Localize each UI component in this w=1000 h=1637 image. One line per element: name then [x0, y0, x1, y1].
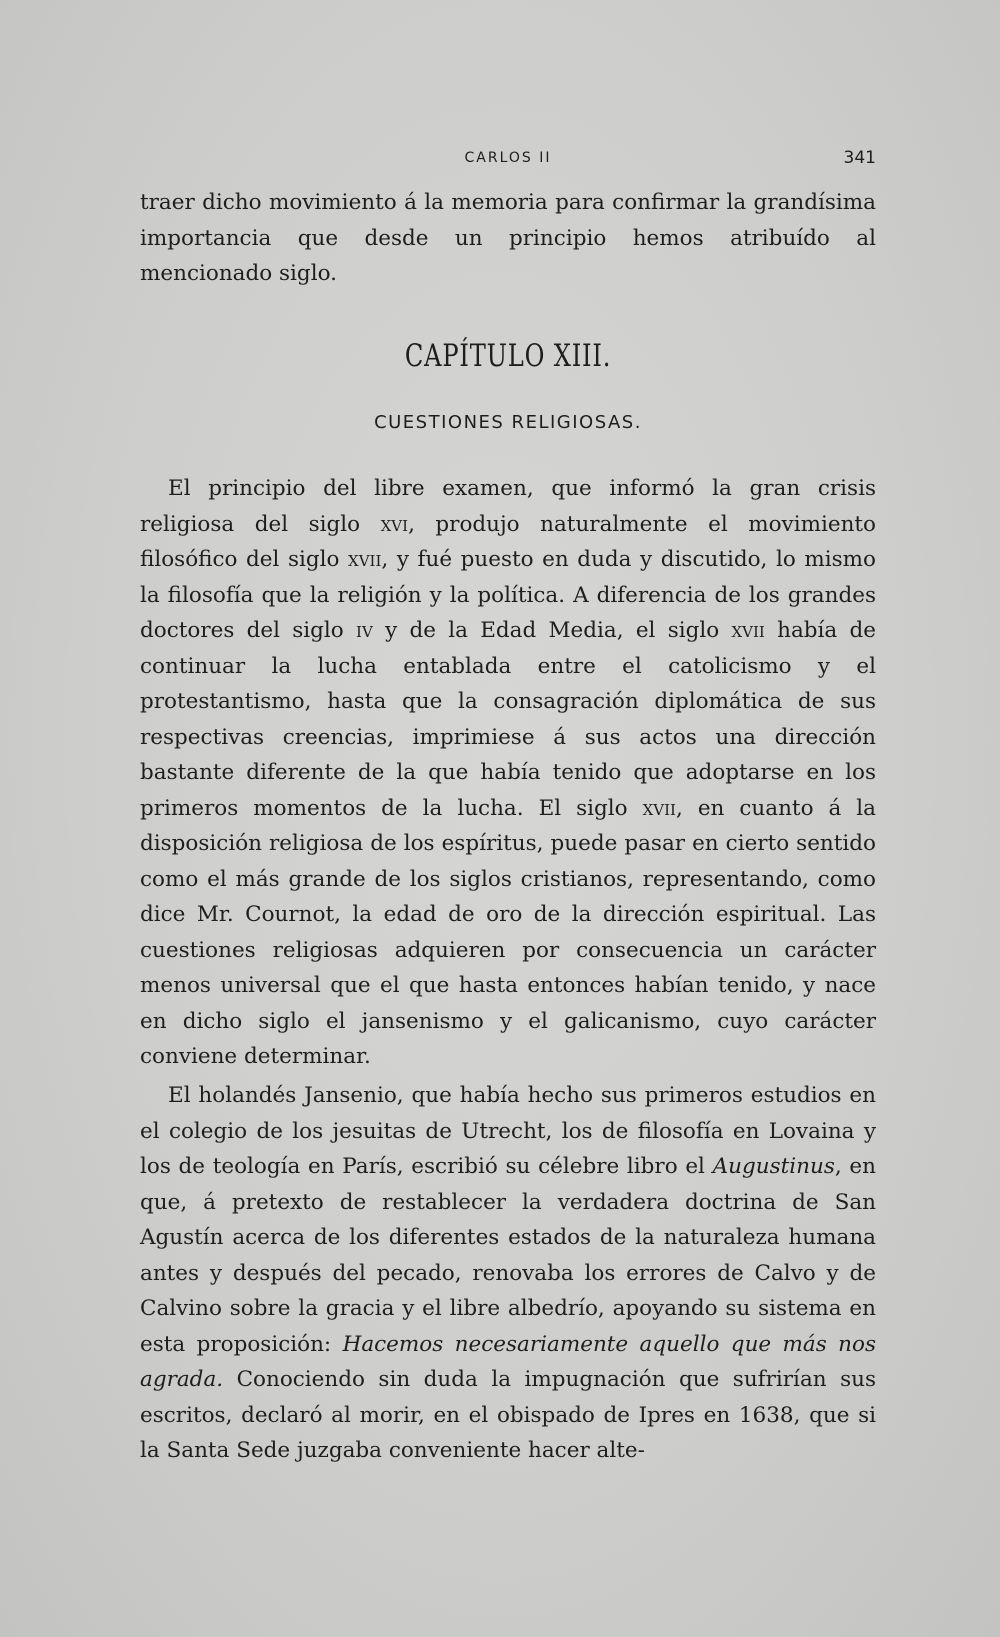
- page-number: 341: [843, 148, 876, 168]
- p2-seg-1: El holandés Jansenio, que había hecho sus primeros estudios en el colegio de los jesuitas de Utrecht, los de filosofía en Lovaina y los de teología en París, escribió su célebre libro el: [140, 1083, 876, 1179]
- chapter-subtitle: CUESTIONES RELIGIOSAS.: [374, 412, 642, 433]
- p2-seg-3: Conociendo sin duda la impugnación que sufrirían sus escritos, declaró al morir, en el obispado de Ipres en 1638, que si la Santa Sede juzgaba conveniente hacer alte-: [140, 1367, 876, 1463]
- running-head-title: CARLOS II: [464, 150, 552, 166]
- intro-paragraph-text: traer dicho movimiento á la memoria para confirmar la grandísima importancia que desde un principio hemos atribuído al mencionado siglo.: [140, 190, 876, 286]
- p2-seg-2: , en que, á pretexto de restablecer la verdadera doctrina de San Agustín acerca de los diferentes estados de la naturaleza humana antes y después del pecado, renovaba los errores de Calvo y de Calvino sobre la gracia y el libre albedrío, apoyando su sistema en esta proposición:: [140, 1154, 876, 1357]
- paragraph-2: [140, 1078, 876, 1469]
- italic-proposition: Hacemos necesariamente aquello que más nos agrada.: [140, 1331, 876, 1392]
- chapter-title: CAPÍTULO XIII.: [404, 338, 612, 374]
- p1-century-3: iv: [356, 618, 373, 643]
- p1-seg-4: y de la Edad Media, el siglo: [385, 618, 720, 643]
- book-title-augustinus: Augustinus: [712, 1154, 835, 1179]
- intro-paragraph: [140, 185, 876, 292]
- p1-seg-2: , produjo naturalmente el movimiento filosófico del siglo: [140, 511, 876, 572]
- p1-century-5: xvii: [642, 795, 676, 821]
- p1-seg-6: , en cuanto á la disposición religiosa de los espíritus, puede pasar en cierto sentido como el más grande de los siglos cristianos, representando, como dice Mr. Cournot, la edad de oro de la dirección espiritual. Las cuestiones religiosas adquieren por consecuencia un carácter menos universal que el que hasta entonces habían tenido, y nace en dicho siglo el jansenismo y el galicanismo, cuyo carácter conviene determinar.: [140, 795, 876, 1069]
- paragraph-2-text: [140, 1078, 876, 1469]
- paragraph-1: [140, 471, 876, 1075]
- p1-century-4: xvii: [731, 618, 765, 643]
- running-head: [140, 150, 876, 176]
- p1-century-1: xvi: [380, 511, 409, 537]
- paragraph-1-text: [140, 471, 876, 1075]
- p1-seg-3: , y fué puesto en duda y discutido, lo mismo la filosofía que la religión y la política. A diferencia de los grandes doctores del siglo: [140, 547, 876, 643]
- p1-century-2: xvii: [348, 547, 382, 572]
- p1-seg-5: había de continuar la lucha entablada entre el catolicismo y el protestantismo, hasta que la consagración diplomática de sus respectivas creencias, imprimiese á sus actos una dirección bastante diferente de la que había tenido que adoptarse en los primeros momentos de la lucha. El siglo: [140, 618, 877, 821]
- p1-seg-1: El principio del libre examen, que informó la gran crisis religiosa del siglo: [140, 476, 876, 537]
